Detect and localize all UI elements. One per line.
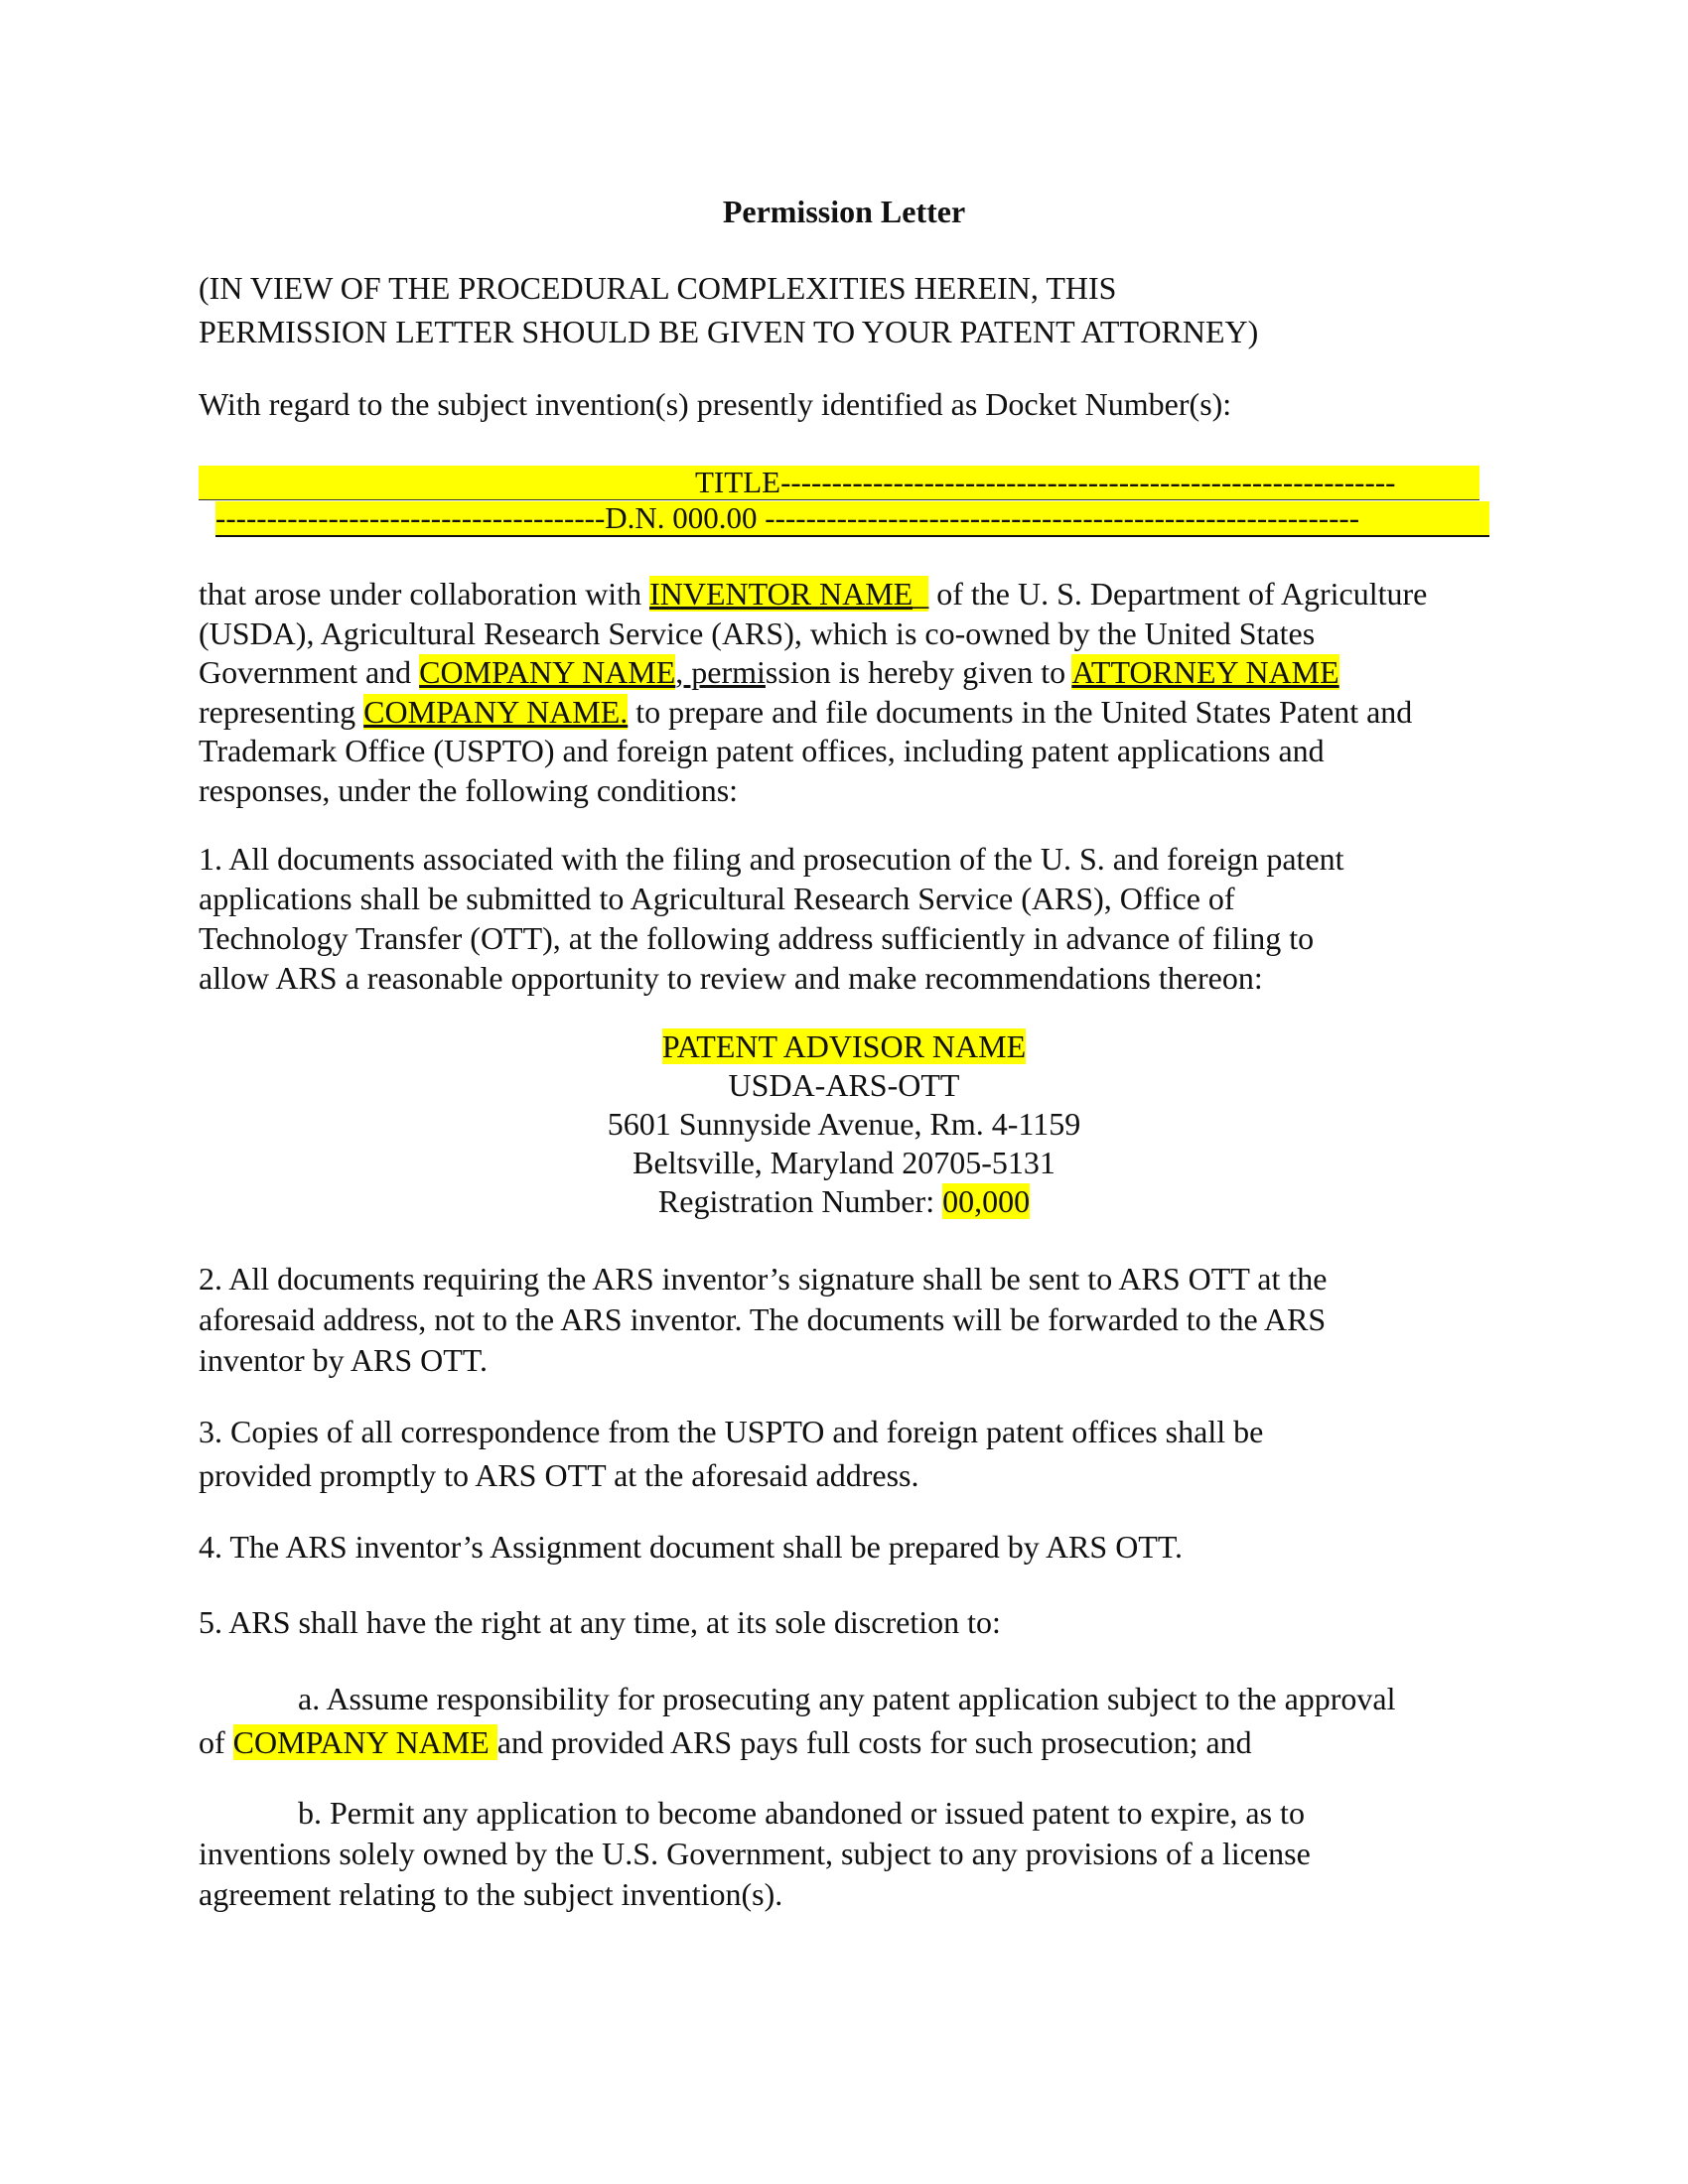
condition-5a: a. Assume responsibility for prosecuting any patent application subject to the approval of COMPANY NAME and provided ARS pays full costs for such prosecution; and <box>199 1681 1396 1760</box>
company-name-field: COMPANY NAME. <box>363 693 629 730</box>
company-name-field: COMPANY NAME <box>232 1724 497 1760</box>
docket-intro: With regard to the subject invention(s) presently identified as Docket Number(s): <box>199 386 1232 422</box>
paragraph-line: (USDA), Agricultural Research Service (ARS), which is co-owned by the United States <box>199 614 1316 651</box>
attorney-name-field: ATTORNEY NAME <box>1071 654 1339 690</box>
notice-line: (IN VIEW OF THE PROCEDURAL COMPLEXITIES HEREIN, THIS <box>199 270 1117 306</box>
paragraph-line: representing COMPANY NAME. to prepare and file documents in the United States Patent and <box>199 693 1413 730</box>
registration-line: Registration Number: 00,000 <box>657 1183 1031 1219</box>
address-city: Beltsville, Maryland 20705-5131 <box>633 1145 1055 1180</box>
paragraph-line: responses, under the following conditions: <box>199 771 739 808</box>
patent-advisor-field: PATENT ADVISOR NAME <box>661 1028 1027 1064</box>
page-title: Permission Letter <box>722 194 966 229</box>
condition-5b: b. Permit any application to become abandoned or issued patent to expire, as to inventions solely owned by the U.S. Government, subject to any provisions of a license agreement relating to the subject invention(s). <box>199 1795 1311 1912</box>
inventor-name-field: INVENTOR NAME <box>649 576 914 612</box>
attorney-notice <box>199 266 1519 353</box>
notice-line: PERMISSION LETTER SHOULD BE GIVEN TO YOUR PATENT ATTORNEY) <box>199 314 1259 349</box>
registration-number-field: 00,000 <box>942 1183 1031 1219</box>
advisor-address <box>0 1027 1688 1221</box>
condition-3: 3. Copies of all correspondence from the USPTO and foreign patent offices shall be provided promptly to ARS OTT at the aforesaid address. <box>199 1414 1264 1493</box>
condition-4: 4. The ARS inventor’s Assignment document shall be prepared by ARS OTT. <box>199 1529 1184 1565</box>
paragraph-line: that arose under collaboration with INVENTOR NAME_ of the U. S. Department of Agriculture <box>199 576 1428 612</box>
condition-1: 1. All documents associated with the filing and prosecution of the U. S. and foreign patent applications shall be submitted to Agricultural Research Service (ARS), Office of Technology Transfer (OTT), at the following address sufficiently in advance of filing to allow ARS a reasonable opportunity to review and make recommendations thereon: <box>199 841 1344 996</box>
paragraph-line: Government and COMPANY NAME, permission is hereby given to ATTORNEY NAME <box>199 654 1339 690</box>
address-org: USDA-ARS-OTT <box>728 1067 960 1103</box>
title-placeholder: TITLE------------------------------------------------------------ <box>695 466 1396 499</box>
intro-paragraph <box>199 575 1519 810</box>
condition-5: 5. ARS shall have the right at any time, at its sole discretion to: <box>199 1604 1001 1640</box>
paragraph-line: Trademark Office (USPTO) and foreign patent offices, including patent applications and <box>199 733 1325 768</box>
title-field <box>199 466 1479 500</box>
address-street: 5601 Sunnyside Avenue, Rm. 4-1159 <box>607 1106 1081 1142</box>
docket-number-field: --------------------------------------D.N. 000.00 ---------------------------------------------------------- <box>215 501 1489 537</box>
company-name-field: COMPANY NAME <box>419 654 676 690</box>
condition-2: 2. All documents requiring the ARS inventor’s signature shall be sent to ARS OTT at the aforesaid address, not to the ARS inventor. The documents will be forwarded to the ARS inventor by ARS OTT. <box>199 1261 1328 1378</box>
